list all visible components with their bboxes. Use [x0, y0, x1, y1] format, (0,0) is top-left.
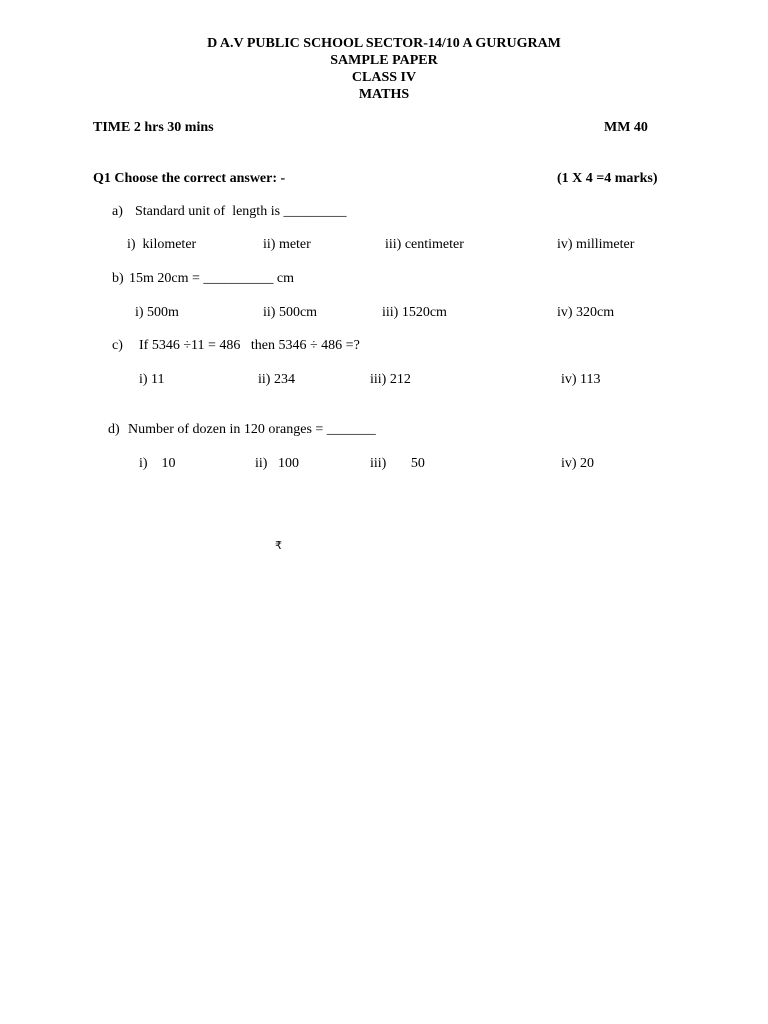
- item-d-option-4: iv) 20: [561, 456, 595, 471]
- max-marks-label: MM 40: [604, 120, 648, 135]
- item-c-option-3: iii) 212: [370, 372, 411, 387]
- item-b-option-3: iii) 1520cm: [382, 305, 447, 320]
- item-d-option-3: iii) 50: [370, 456, 425, 471]
- item-b-option-4: iv) 320cm: [557, 305, 615, 320]
- item-c-label: c): [112, 338, 123, 353]
- item-c-text: If 5346 ÷11 = 486 then 5346 ÷ 486 =?: [139, 338, 360, 353]
- item-c-option-2: ii) 234: [258, 372, 295, 387]
- item-d-text: Number of dozen in 120 oranges = _______: [128, 422, 376, 437]
- item-b-option-1: i) 500m: [135, 305, 179, 320]
- item-a-option-1: i) kilometer: [127, 237, 197, 252]
- item-a-label: a): [112, 204, 123, 219]
- school-name: D A.V PUBLIC SCHOOL SECTOR-14/10 A GURUGRAM: [207, 36, 561, 51]
- item-a-option-3: iii) centimeter: [385, 237, 464, 252]
- rupee-symbol: ₹: [275, 539, 282, 552]
- paper-type: SAMPLE PAPER: [330, 53, 438, 68]
- subject-label: MATHS: [358, 87, 410, 102]
- item-b-option-2: ii) 500cm: [263, 305, 318, 320]
- item-a-text: Standard unit of length is _________: [135, 204, 347, 219]
- item-d-option-2: ii) 100: [255, 456, 299, 471]
- time-label: TIME 2 hrs 30 mins: [93, 120, 214, 135]
- item-c-option-4: iv) 113: [561, 372, 601, 387]
- item-a-option-2: ii) meter: [263, 237, 311, 252]
- q1-marks: (1 X 4 =4 marks): [557, 171, 658, 186]
- item-b-text: 15m 20cm = __________ cm: [129, 271, 294, 286]
- q1-title: Q1 Choose the correct answer: -: [93, 171, 286, 186]
- item-a-option-4: iv) millimeter: [557, 237, 635, 252]
- item-d-label: d): [108, 422, 120, 437]
- item-c-option-1: i) 11: [139, 372, 165, 387]
- item-d-option-1: i) 10: [139, 456, 176, 471]
- class-label: CLASS IV: [351, 70, 417, 85]
- item-b-label: b): [112, 271, 124, 286]
